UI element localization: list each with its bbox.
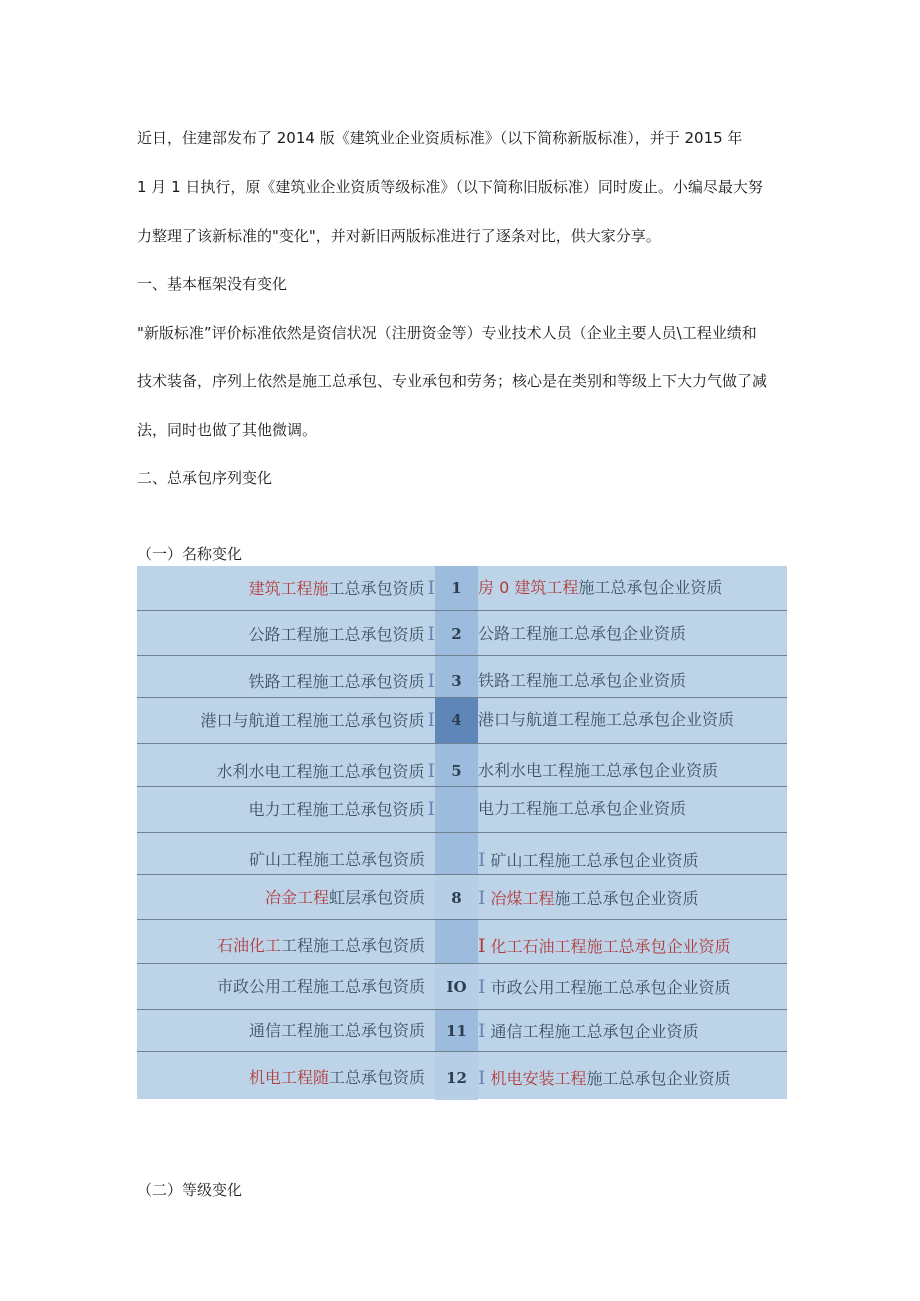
old-name-text: 虹层承包资质 (328, 888, 425, 907)
old-name-bar-mark: I (427, 577, 435, 599)
new-name-text: 施工总承包企业资质 (586, 1069, 731, 1088)
new-qualification-name (478, 758, 787, 784)
old-name-highlight: 石油化工 (216, 936, 281, 955)
new-name-highlight: 冶煤工程 (490, 889, 555, 908)
table-row (137, 743, 787, 787)
old-name-text: 通信工程施工总承包资质 (248, 1021, 425, 1040)
new-qualification-name (478, 974, 787, 1001)
old-name-bar-mark: I (427, 670, 435, 692)
table-row (137, 874, 787, 920)
new-name-bar-mark: I (478, 887, 486, 909)
row-number: IO (435, 964, 478, 1010)
table-row (137, 786, 787, 833)
old-name-highlight: 机电工程随 (248, 1068, 329, 1087)
grade-change-heading: （二）等级变化 (137, 1181, 243, 1199)
table-row (137, 832, 787, 875)
old-qualification-name (137, 885, 435, 911)
table-row (137, 963, 787, 1010)
name-change-table (137, 566, 787, 1099)
new-name-highlight: 化工石油工程施工总承包企业资质 (490, 937, 731, 956)
old-name-text: 港口与航道工程施工总承包资质 (200, 711, 425, 730)
new-name-text: 电力工程施工总承包企业资质 (478, 799, 687, 818)
table-row (137, 697, 787, 744)
old-qualification-name (137, 758, 435, 785)
new-name-bar-mark: I (478, 1067, 486, 1089)
table-row (137, 919, 787, 964)
old-name-text: 工程施工总承包资质 (280, 936, 425, 955)
new-qualification-name (478, 1065, 787, 1092)
new-name-text: 施工总承包企业资质 (578, 578, 723, 597)
row-number: 3 (435, 656, 478, 698)
old-qualification-name (137, 621, 435, 648)
section1-line-1: "新版标准”评价标准依然是资信状况（注册资金等）专业技术人员（企业主要人员\工程业绩和 (137, 324, 757, 342)
old-name-bar-mark: I (427, 709, 435, 731)
old-name-bar-mark: I (427, 798, 435, 820)
section1-line-2: 技术装备，序列上依然是施工总承包、专业承包和劳务；核心是在类别和等级上下大力气做了减 (137, 372, 768, 390)
old-qualification-name (137, 1018, 435, 1044)
old-name-text: 工总承包资质 (328, 1068, 425, 1087)
old-qualification-name (137, 707, 435, 734)
table-row (137, 1009, 787, 1052)
old-name-text: 铁路工程施工总承包资质 (248, 672, 425, 691)
row-number (435, 920, 478, 964)
new-qualification-name (478, 668, 787, 694)
old-name-text: 公路工程施工总承包资质 (248, 625, 425, 644)
new-name-bar-mark: I (478, 849, 486, 871)
new-name-highlight: 机电安装工程 (490, 1069, 587, 1088)
old-qualification-name (137, 796, 435, 823)
new-name-text: 通信工程施工总承包企业资质 (490, 1022, 699, 1041)
new-name-text: 市政公用工程施工总承包企业资质 (490, 978, 731, 997)
new-name-text: 港口与航道工程施工总承包企业资质 (478, 710, 735, 729)
row-number: 8 (435, 875, 478, 920)
new-qualification-name (478, 575, 787, 601)
new-qualification-name (478, 885, 787, 912)
new-name-text: 矿山工程施工总承包企业资质 (490, 851, 699, 870)
table-row (137, 566, 787, 610)
row-number: 1 (435, 566, 478, 610)
new-name-text: 公路工程施工总承包企业资质 (478, 624, 687, 643)
name-change-heading: （一）名称变化 (137, 545, 243, 563)
old-name-text: 工总承包资质 (328, 579, 425, 598)
old-name-bar-mark: I (427, 760, 435, 782)
old-qualification-name (137, 847, 435, 873)
new-name-text: 施工总承包企业资质 (554, 889, 699, 908)
row-number (435, 787, 478, 833)
new-qualification-name (478, 847, 787, 874)
row-number: 11 (435, 1010, 478, 1052)
new-name-highlight: 房 0 建筑工程 (478, 578, 579, 597)
table-row (137, 610, 787, 656)
section2-heading: 二、总承包序列变化 (137, 469, 273, 487)
new-name-text: 水利水电工程施工总承包企业资质 (478, 761, 719, 780)
row-number: 5 (435, 744, 478, 787)
row-number: 2 (435, 611, 478, 656)
intro-line-2: 1 月 1 日执行，原《建筑业企业资质等级标准》（以下简称旧版标准）同时废止。小编尽最大努 (137, 178, 763, 196)
new-name-bar-mark: I (478, 976, 486, 998)
old-name-text: 矿山工程施工总承包资质 (248, 850, 425, 869)
old-qualification-name (137, 1065, 435, 1091)
old-qualification-name (137, 575, 435, 602)
row-number: 12 (435, 1052, 478, 1100)
new-qualification-name (478, 796, 787, 822)
new-name-bar-mark: I (478, 1020, 486, 1042)
row-number (435, 833, 478, 875)
old-qualification-name (137, 974, 435, 1000)
new-name-bar-mark: I (478, 935, 486, 957)
new-qualification-name (478, 621, 787, 647)
row-number: 4 (435, 698, 478, 744)
intro-line-3: 力整理了该新标准的"变化"，并对新旧两版标准进行了逐条对比，供大家分享。 (137, 227, 661, 245)
intro-line-1: 近日，住建部发布了 2014 版《建筑业企业资质标准》（以下简称新版标准），并于 2015 年 (137, 129, 743, 147)
old-name-bar-mark: I (427, 623, 435, 645)
old-name-text: 市政公用工程施工总承包资质 (216, 977, 425, 996)
old-qualification-name (137, 668, 435, 695)
new-qualification-name (478, 1018, 787, 1045)
table-row (137, 1051, 787, 1100)
old-name-text: 水利水电工程施工总承包资质 (216, 762, 425, 781)
section1-line-3: 法，同时也做了其他微调。 (137, 421, 318, 439)
new-qualification-name (478, 933, 787, 960)
new-name-text: 铁路工程施工总承包企业资质 (478, 671, 687, 690)
old-name-highlight: 建筑工程施 (248, 579, 329, 598)
old-name-text: 电力工程施工总承包资质 (248, 800, 425, 819)
section1-heading: 一、基本框架没有变化 (137, 275, 288, 293)
old-qualification-name (137, 933, 435, 959)
table-row (137, 655, 787, 698)
old-name-highlight: 冶金工程 (264, 888, 329, 907)
new-qualification-name (478, 707, 787, 733)
